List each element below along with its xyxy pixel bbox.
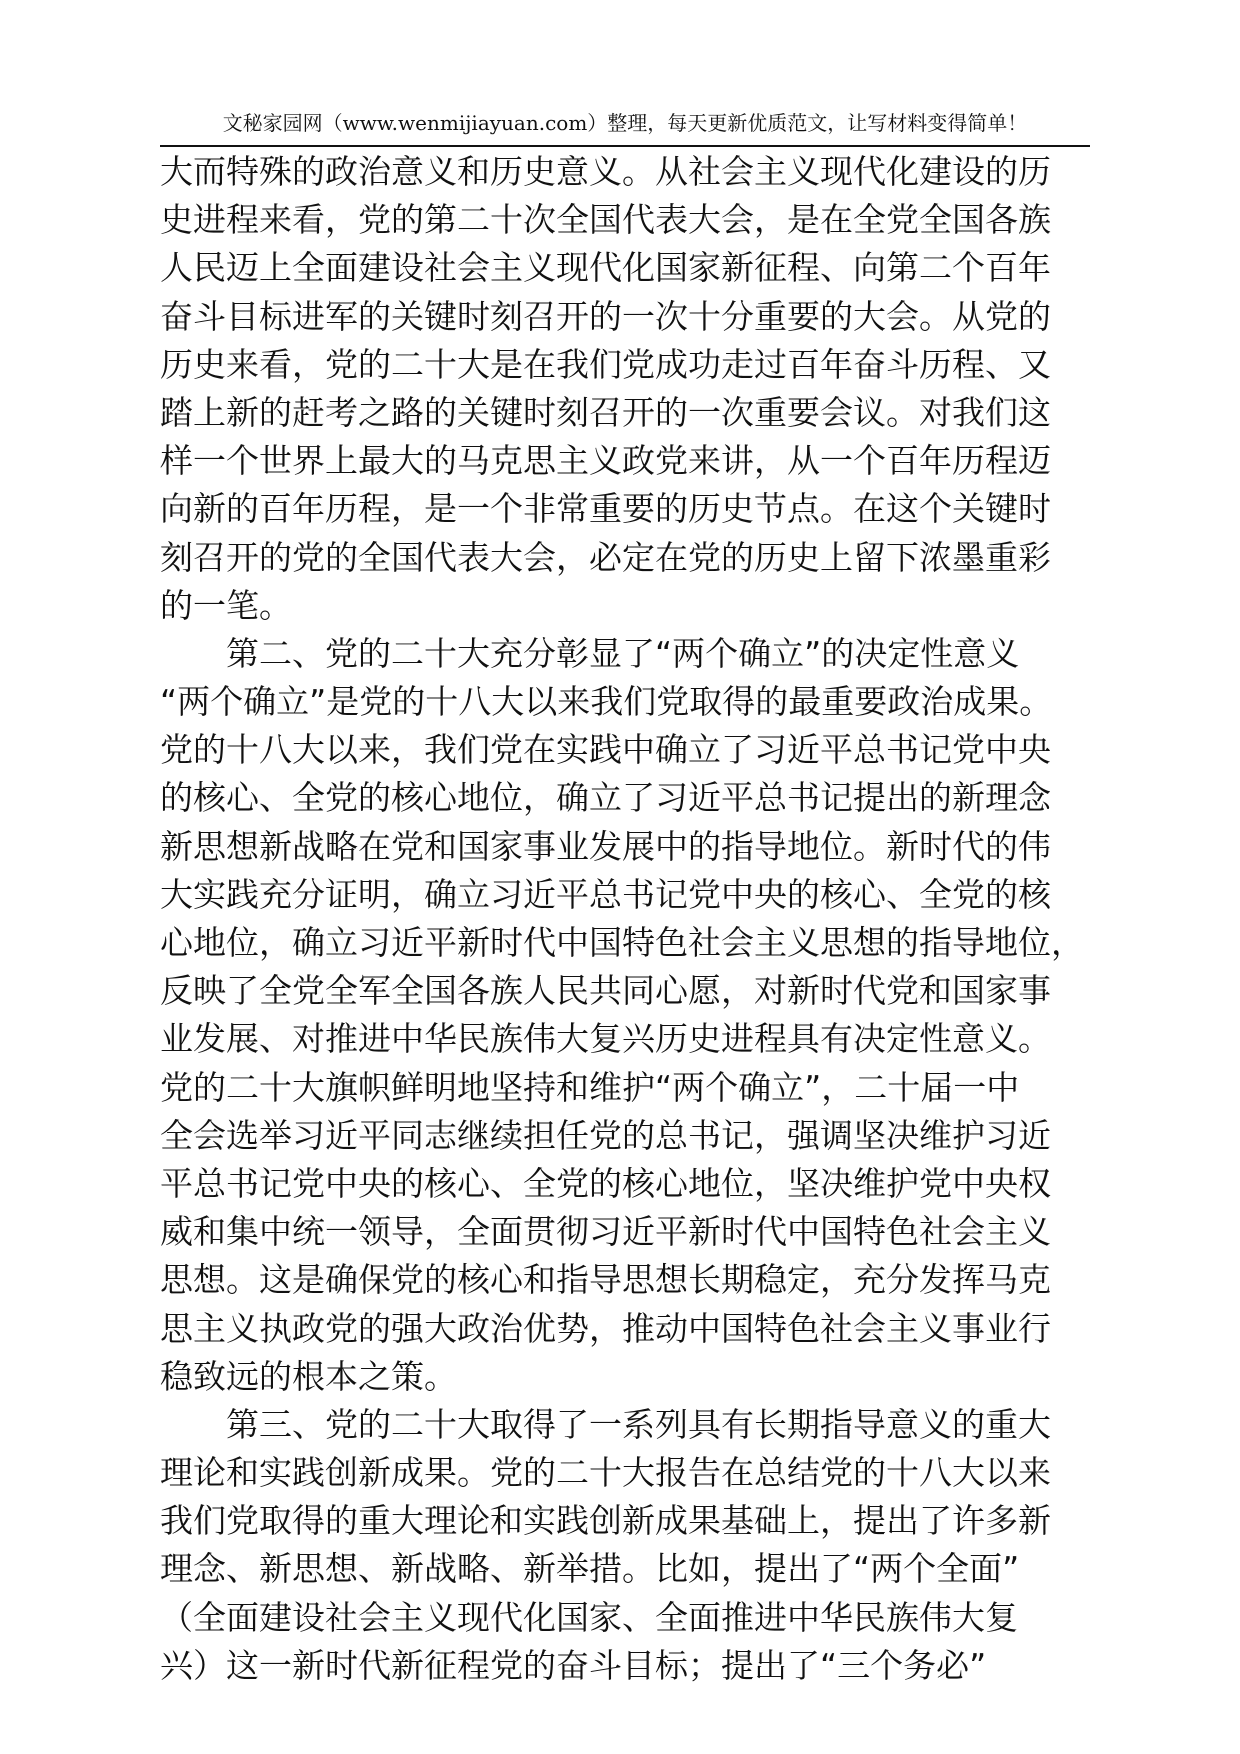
text-line: 思主义执政党的强大政治优势，推动中国特色社会主义事业行 (160, 1308, 1051, 1348)
document-body (160, 148, 1100, 1690)
text-line: 人民迈上全面建设社会主义现代化国家新征程、向第二个百年 (160, 248, 1051, 288)
text-line: 的核心、全党的核心地位，确立了习近平总书记提出的新理念 (160, 778, 1051, 818)
text-line: 平总书记党中央的核心、全党的核心地位，坚决维护党中央权 (160, 1163, 1051, 1203)
text-line: 威和集中统一领导，全面贯彻习近平新时代中国特色社会主义 (160, 1212, 1051, 1252)
header-divider (160, 145, 1090, 147)
section-heading: 第二、党的二十大充分彰显了“两个确立”的决定性意义 (226, 633, 1020, 673)
text-line: 大实践充分证明，确立习近平总书记党中央的核心、全党的核 (160, 874, 1051, 914)
text-line: 反映了全党全军全国各族人民共同心愿，对新时代党和国家事 (160, 971, 1051, 1011)
text-line: 刻召开的党的全国代表大会，必定在党的历史上留下浓墨重彩 (160, 537, 1051, 577)
text-line: 稳致远的根本之策。 (160, 1356, 457, 1396)
text-line: 奋斗目标进军的关键时刻召开的一次十分重要的大会。从党的 (160, 296, 1051, 336)
text-line: 理念、新思想、新战略、新举措。比如，提出了“两个全面” (160, 1549, 1020, 1589)
text-line: 党的十八大以来，我们党在实践中确立了习近平总书记党中央 (160, 730, 1051, 770)
text-line: 史进程来看，党的第二十次全国代表大会，是在全党全国各族 (160, 200, 1051, 240)
text-line: 全会选举习近平同志继续担任党的总书记，强调坚决维护习近 (160, 1115, 1051, 1155)
page-header: 文秘家园网（www.wenmijiayuan.com）整理，每天更新优质范文，让写材料变得简单！ (222, 111, 1028, 135)
text-line: 理论和实践创新成果。党的二十大报告在总结党的十八大以来 (160, 1453, 1051, 1493)
text-line: 新思想新战略在党和国家事业发展中的指导地位。新时代的伟 (160, 826, 1051, 866)
text-line: 党的二十大旗帜鲜明地坚持和维护“两个确立”，二十届一中 (160, 1067, 1020, 1107)
text-line: 的一笔。 (160, 585, 292, 625)
text-line: 历史来看，党的二十大是在我们党成功走过百年奋斗历程、又 (160, 344, 1051, 384)
text-line: 兴）这一新时代新征程党的奋斗目标；提出了“三个务必” (160, 1645, 987, 1685)
text-line: 思想。这是确保党的核心和指导思想长期稳定，充分发挥马克 (160, 1260, 1051, 1300)
text-line: （全面建设社会主义现代化国家、全面推进中华民族伟大复 (160, 1597, 1018, 1637)
text-line: 业发展、对推进中华民族伟大复兴历史进程具有决定性意义。 (160, 1019, 1051, 1059)
text-line: “两个确立”是党的十八大以来我们党取得的最重要政治成果。 (160, 682, 1053, 722)
text-line: 我们党取得的重大理论和实践创新成果基础上，提出了许多新 (160, 1501, 1051, 1541)
text-line: 样一个世界上最大的马克思主义政党来讲，从一个百年历程迈 (160, 441, 1051, 481)
text-line: 向新的百年历程，是一个非常重要的历史节点。在这个关键时 (160, 489, 1051, 529)
text-line: 大而特殊的政治意义和历史意义。从社会主义现代化建设的历 (160, 152, 1051, 191)
section-heading: 第三、党的二十大取得了一系列具有长期指导意义的重大 (226, 1404, 1051, 1444)
text-line: 心地位，确立习近平新时代中国特色社会主义思想的指导地位， (160, 923, 1084, 962)
text-line: 踏上新的赶考之路的关键时刻召开的一次重要会议。对我们这 (160, 392, 1051, 432)
